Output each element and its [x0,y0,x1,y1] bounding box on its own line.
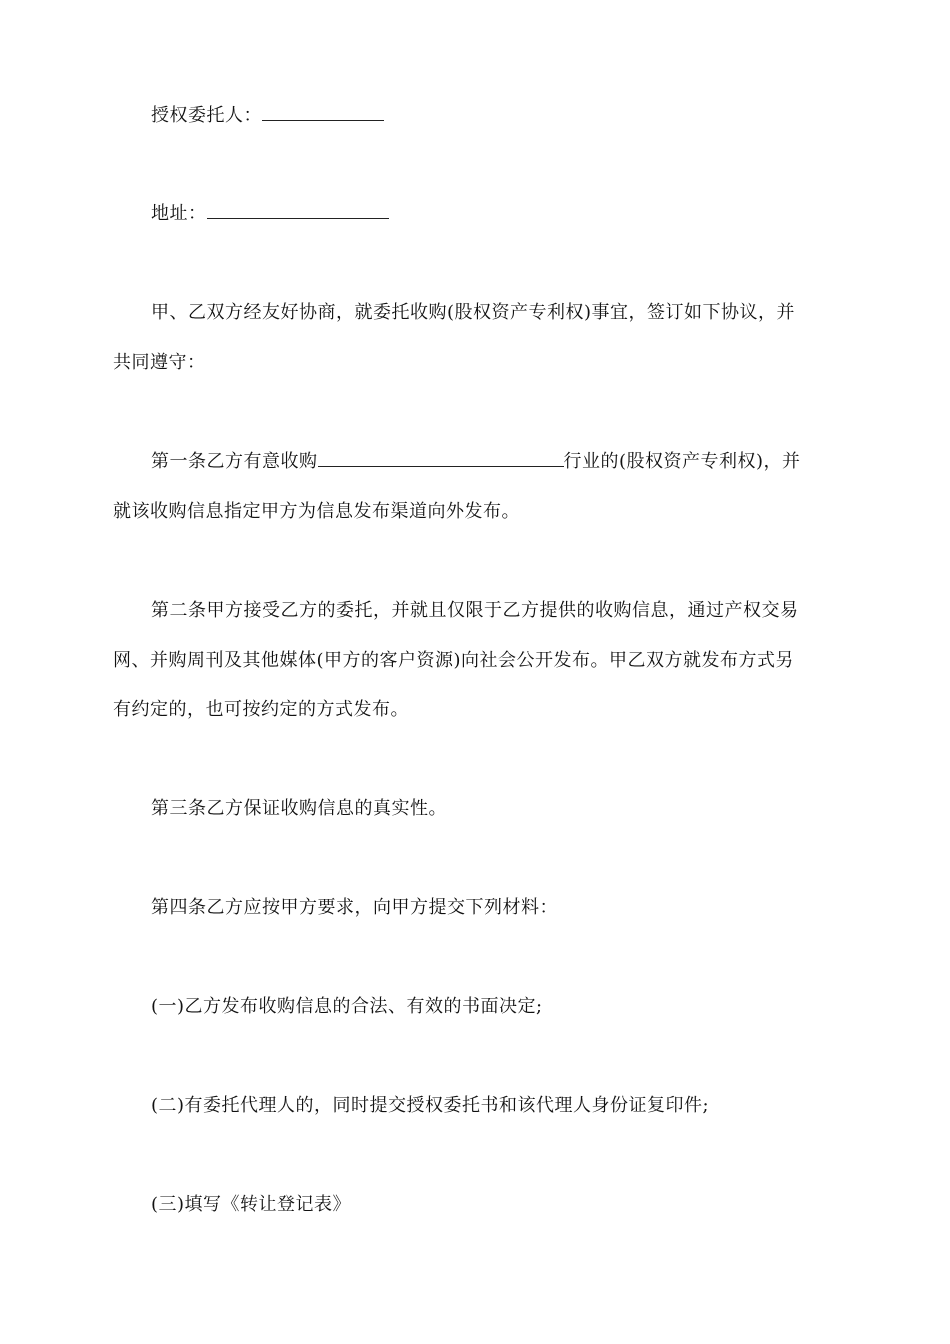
article-1-line-1 [151,450,801,474]
list-item-2: (二)有委托代理人的，同时提交授权委托书和该代理人身份证复印件; [151,1095,710,1116]
article-2-line-1: 第二条甲方接受乙方的委托，并就且仅限于乙方提供的收购信息，通过产权交易 [151,600,799,621]
article-1-text-b: 行业的(股权资产专利权)，并 [563,451,801,472]
article-4: 第四条乙方应按甲方要求，向甲方提交下列材料： [151,897,558,918]
address-label: 地址： [151,203,207,224]
article-3: 第三条乙方保证收购信息的真实性。 [151,798,447,819]
intro-paragraph-line-2: 共同遵守： [113,352,206,373]
address-blank [207,202,389,219]
authorizer-blank [262,104,384,121]
authorizer-line [151,104,384,128]
article-1-text-a: 第一条乙方有意收购 [151,451,318,472]
article-1-line-2: 就该收购信息指定甲方为信息发布渠道向外发布。 [113,501,520,522]
article-2-line-2: 网、并购周刊及其他媒体(甲方的客户资源)向社会公开发布。甲乙双方就发布方式另 [113,650,795,671]
list-item-1: (一)乙方发布收购信息的合法、有效的书面决定; [151,996,543,1017]
article-2-line-3: 有约定的，也可按约定的方式发布。 [113,699,409,720]
intro-paragraph-line-1: 甲、乙双方经友好协商，就委托收购(股权资产专利权)事宜，签订如下协议，并 [151,302,796,323]
authorizer-label: 授权委托人： [151,105,262,126]
list-item-3: (三)填写《转让登记表》 [151,1194,352,1215]
address-line [151,202,389,226]
industry-blank [318,450,564,467]
